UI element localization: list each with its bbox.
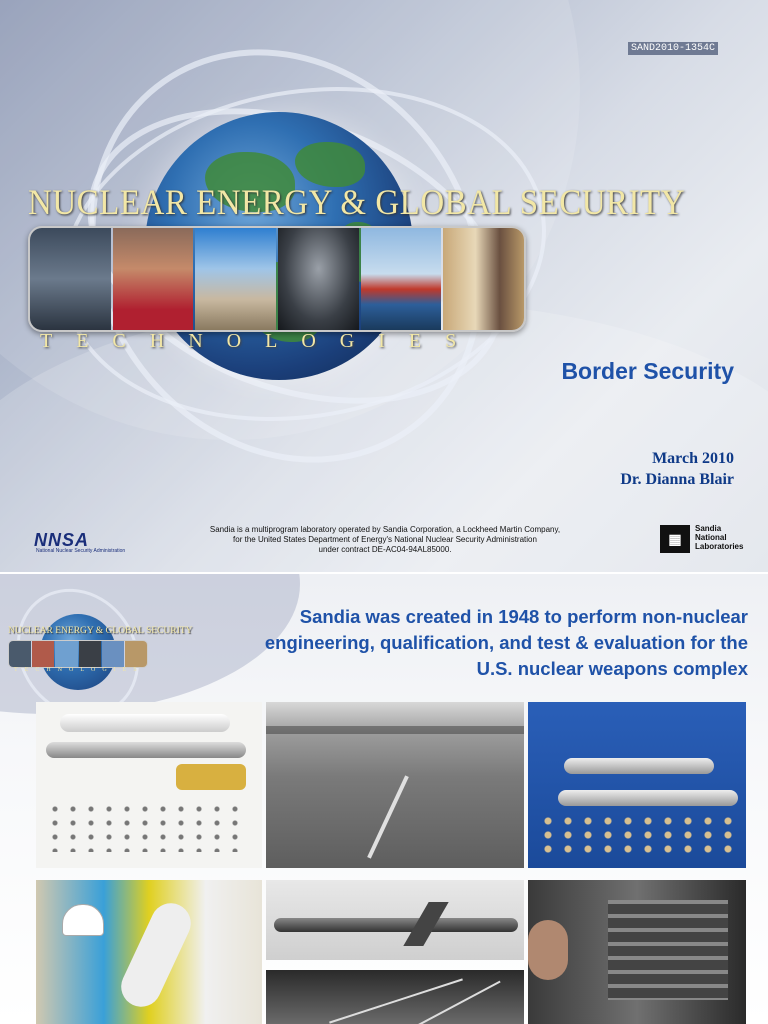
sandia-logo-line: Laboratories [695,542,744,551]
sandia-logo-text [695,524,743,551]
photo-engineer-hardhat [36,880,262,1024]
banner-title: NUCLEAR ENERGY & GLOBAL SECURITY [8,626,193,636]
photo-silo [195,228,276,330]
sandia-thunderbird-icon: ▦ [660,525,690,553]
disclaimer-line: Sandia is a multiprogram laboratory operated by Sandia Corporation, a Lockheed Martin Company, [209,525,561,534]
sandia-logo-line: National [695,533,727,542]
nnsa-logo: NNSA [34,530,90,550]
banner-subtitle: TECHNOLOGIES [40,330,481,352]
photo-cruise-missile [266,880,524,960]
photo-bomb-assembly [528,702,746,868]
photo-tunnel [278,228,359,330]
photo-strip [8,640,148,668]
nnsa-tagline: National Nuclear Security Administration [36,548,126,554]
disclaimer-line: for the United States Department of Energy's National Nuclear Security Administration [233,535,537,544]
headline-line: Sandia was created in 1948 to perform non-nuclear [299,606,748,627]
presentation-title: Border Security [561,358,734,384]
banner-subtitle: TECHNOLOGIES [14,667,144,673]
sandia-logo-line: Sandia [695,524,722,533]
photo-aerial-desert [266,702,524,868]
photo-missile-trails [266,970,524,1024]
presentation-author: Dr. Dianna Blair [620,471,734,488]
headline-line: U.S. nuclear weapons complex [476,658,748,679]
photo-scientist [113,228,194,330]
disclaimer [180,525,590,555]
slide-headline [178,604,748,682]
photo-weapon-components [36,702,262,868]
presentation-meta [620,448,734,490]
headline-line: engineering, qualification, and test & evaluation for the [264,632,748,653]
history-slide [0,574,768,1024]
photo-strip [28,226,526,332]
document-number: SAND2010-1354C [628,42,718,55]
banner-title: NUCLEAR ENERGY & GLOBAL SECURITY [28,183,686,223]
photo-worker [443,228,524,330]
photo-cargo-ship [361,228,442,330]
photo-lab-technician [528,880,746,1024]
presentation-date: March 2010 [652,450,734,467]
photo-reactor [30,228,111,330]
disclaimer-line: under contract DE-AC04-94AL85000. [318,545,452,554]
